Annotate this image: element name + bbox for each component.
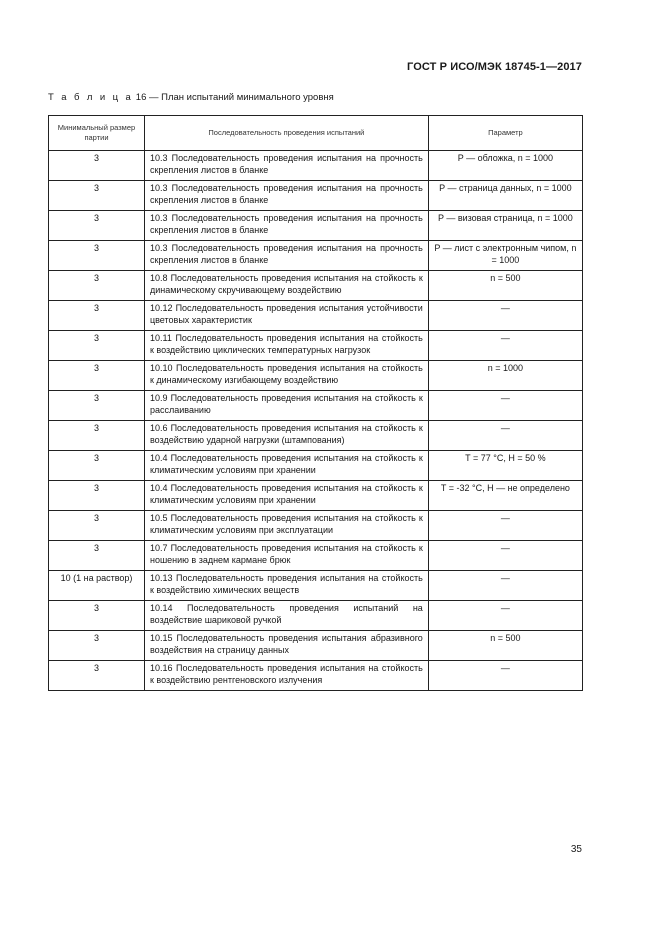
table-body (49, 151, 583, 691)
table-row (49, 421, 583, 451)
table-row (49, 151, 583, 181)
table-row (49, 181, 583, 211)
cell-test-sequence: 10.6 Последовательность проведения испытания на стойкость к воздействию ударной нагрузки (штампования) (144, 421, 428, 451)
cell-batch-size: 3 (49, 541, 145, 571)
cell-batch-size: 10 (1 на раствор) (49, 571, 145, 601)
cell-batch-size: 3 (49, 301, 145, 331)
cell-test-sequence: 10.16 Последовательность проведения испытания на стойкость к воздействию рентгеновского излучения (144, 661, 428, 691)
cell-batch-size: 3 (49, 601, 145, 631)
cell-parameter: P — лист с электронным чипом, n = 1000 (428, 241, 582, 271)
cell-parameter: — (428, 391, 582, 421)
cell-test-sequence: 10.3 Последовательность проведения испытания на прочность скрепления листов в бланке (144, 181, 428, 211)
table-row (49, 601, 583, 631)
table-caption-text: 16 — План испытаний минимального уровня (133, 92, 334, 103)
table-row (49, 391, 583, 421)
cell-batch-size: 3 (49, 241, 145, 271)
cell-parameter: n = 1000 (428, 361, 582, 391)
cell-parameter: T = -32 °C, H — не определено (428, 481, 582, 511)
table-row (49, 481, 583, 511)
table-row (49, 241, 583, 271)
cell-test-sequence: 10.12 Последовательность проведения испытания устойчивости цветовых характеристик (144, 301, 428, 331)
cell-parameter: — (428, 541, 582, 571)
cell-test-sequence: 10.7 Последовательность проведения испытания на стойкость к ношению в заднем кармане брюк (144, 541, 428, 571)
table-row (49, 511, 583, 541)
cell-batch-size: 3 (49, 631, 145, 661)
cell-parameter: P — обложка, n = 1000 (428, 151, 582, 181)
table-header-row (49, 116, 583, 151)
header-parameter: Параметр (428, 116, 582, 151)
cell-parameter: — (428, 301, 582, 331)
table-caption (48, 92, 334, 103)
table-row (49, 451, 583, 481)
cell-parameter: P — страница данных, n = 1000 (428, 181, 582, 211)
cell-batch-size: 3 (49, 271, 145, 301)
cell-batch-size: 3 (49, 331, 145, 361)
cell-parameter: — (428, 661, 582, 691)
cell-test-sequence: 10.3 Последовательность проведения испытания на прочность скрепления листов в бланке (144, 241, 428, 271)
table-row (49, 661, 583, 691)
table-row (49, 211, 583, 241)
cell-parameter: T = 77 °C, H = 50 % (428, 451, 582, 481)
cell-parameter: — (428, 601, 582, 631)
cell-test-sequence: 10.8 Последовательность проведения испытания на стойкость к динамическому скручивающему воздействию (144, 271, 428, 301)
cell-batch-size: 3 (49, 181, 145, 211)
cell-test-sequence: 10.3 Последовательность проведения испытания на прочность скрепления листов в бланке (144, 151, 428, 181)
cell-batch-size: 3 (49, 421, 145, 451)
cell-parameter: — (428, 511, 582, 541)
cell-parameter: — (428, 331, 582, 361)
cell-batch-size: 3 (49, 451, 145, 481)
cell-test-sequence: 10.4 Последовательность проведения испытания на стойкость к климатическим условиям при хранении (144, 481, 428, 511)
cell-test-sequence: 10.14 Последовательность проведения испытаний на воздействие шариковой ручкой (144, 601, 428, 631)
table-row (49, 301, 583, 331)
header-test-sequence: Последовательность проведения испытаний (144, 116, 428, 151)
cell-parameter: — (428, 571, 582, 601)
table-row (49, 631, 583, 661)
document-id: ГОСТ Р ИСО/МЭК 18745-1—2017 (407, 61, 582, 73)
table-row (49, 271, 583, 301)
table-row (49, 361, 583, 391)
cell-batch-size: 3 (49, 211, 145, 241)
cell-parameter: — (428, 421, 582, 451)
table-caption-label: Т а б л и ц а (48, 92, 134, 103)
header-batch-size: Минимальный размер партии (49, 116, 145, 151)
table-row (49, 541, 583, 571)
table-row (49, 571, 583, 601)
cell-parameter: n = 500 (428, 631, 582, 661)
cell-test-sequence: 10.4 Последовательность проведения испытания на стойкость к климатическим условиям при хранении (144, 451, 428, 481)
page-number: 35 (570, 844, 582, 855)
cell-test-sequence: 10.10 Последовательность проведения испытания на стойкость к динамическому изгибающему воздействию (144, 361, 428, 391)
cell-test-sequence: 10.3 Последовательность проведения испытания на прочность скрепления листов в бланке (144, 211, 428, 241)
cell-batch-size: 3 (49, 391, 145, 421)
cell-parameter: n = 500 (428, 271, 582, 301)
cell-batch-size: 3 (49, 661, 145, 691)
cell-test-sequence: 10.15 Последовательность проведения испытания абразивного воздействия на страницу данных (144, 631, 428, 661)
cell-batch-size: 3 (49, 511, 145, 541)
cell-test-sequence: 10.13 Последовательность проведения испытания на стойкость к воздействию химических веществ (144, 571, 428, 601)
cell-test-sequence: 10.11 Последовательность проведения испытания на стойкость к воздействию циклических температурных нагрузок (144, 331, 428, 361)
cell-batch-size: 3 (49, 151, 145, 181)
test-plan-table (48, 115, 583, 691)
table-row (49, 331, 583, 361)
cell-batch-size: 3 (49, 481, 145, 511)
cell-batch-size: 3 (49, 361, 145, 391)
cell-test-sequence: 10.9 Последовательность проведения испытания на стойкость к расслаиванию (144, 391, 428, 421)
cell-parameter: P — визовая страница, n = 1000 (428, 211, 582, 241)
cell-test-sequence: 10.5 Последовательность проведения испытания на стойкость к климатическим условиям при эксплуатации (144, 511, 428, 541)
